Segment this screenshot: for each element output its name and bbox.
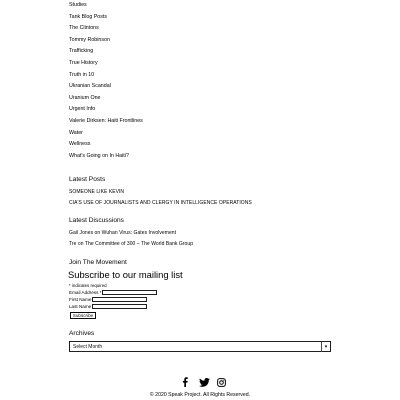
archives-select[interactable]	[69, 341, 331, 352]
category-item[interactable]: Studies	[69, 2, 87, 8]
last-name-field[interactable]	[92, 304, 147, 310]
first-name-label: First Name	[69, 297, 92, 302]
instagram-icon[interactable]	[216, 377, 226, 387]
last-name-row	[69, 303, 147, 310]
archives-select-value: Select Month	[73, 344, 103, 350]
category-item[interactable]: Valerie Dirksen: Haiti Frontlines	[69, 117, 143, 124]
category-item[interactable]: Wellness	[69, 141, 91, 148]
category-item[interactable]: Truth in 10	[69, 71, 95, 78]
subscribe-button[interactable]: Subscribe	[70, 312, 96, 319]
post-link[interactable]: CIA'S USE OF JOURNALISTS AND CLERGY IN INTELLIGENCE OPERATIONS	[69, 200, 252, 206]
post-link[interactable]: SOMEONE LIKE KEVIN	[69, 189, 125, 195]
chevron-down-icon: ▾	[321, 342, 330, 352]
email-field[interactable]	[102, 290, 157, 296]
category-item[interactable]: What's Going on In Haiti?	[69, 152, 129, 159]
category-item[interactable]: Water	[69, 129, 83, 136]
first-name-field[interactable]	[92, 297, 147, 303]
latest-posts-heading: Latest Posts	[69, 176, 106, 183]
copyright-text: © 2020 Speak Project. All Rights Reserved.	[149, 392, 251, 398]
category-item[interactable]: Urgent Info	[69, 106, 96, 113]
required-note: * indicates required	[69, 283, 107, 288]
latest-discussions-heading: Latest Discussions	[69, 217, 124, 224]
category-item[interactable]: The Clintons	[69, 25, 99, 32]
discussion-link[interactable]: Gail Jones on Wuhan Virus: Gates Involvement	[69, 230, 177, 236]
mailing-list-title: Subscribe to our mailing list	[68, 269, 183, 280]
category-item[interactable]: Uranium One	[69, 94, 101, 101]
email-label: Email Address *	[69, 290, 102, 295]
facebook-icon[interactable]	[180, 377, 190, 387]
archives-heading: Archives	[69, 330, 95, 337]
category-item[interactable]: Tommy Robinson	[69, 36, 110, 43]
category-list	[69, 0, 143, 162]
email-row	[69, 289, 157, 296]
join-movement-heading: Join The Movement	[69, 259, 127, 266]
first-name-row	[69, 296, 147, 303]
twitter-icon[interactable]	[198, 377, 210, 387]
category-item[interactable]: True History	[69, 59, 98, 66]
last-name-label: Last Name	[69, 304, 92, 309]
category-item[interactable]: Ukranian Scandal	[69, 83, 111, 90]
category-item[interactable]: Trafficking	[69, 48, 94, 55]
category-item[interactable]: Tank Blog Posts	[69, 13, 107, 20]
discussion-link[interactable]: Tre on The Committee of 300 – The World Bank Group	[69, 241, 194, 247]
